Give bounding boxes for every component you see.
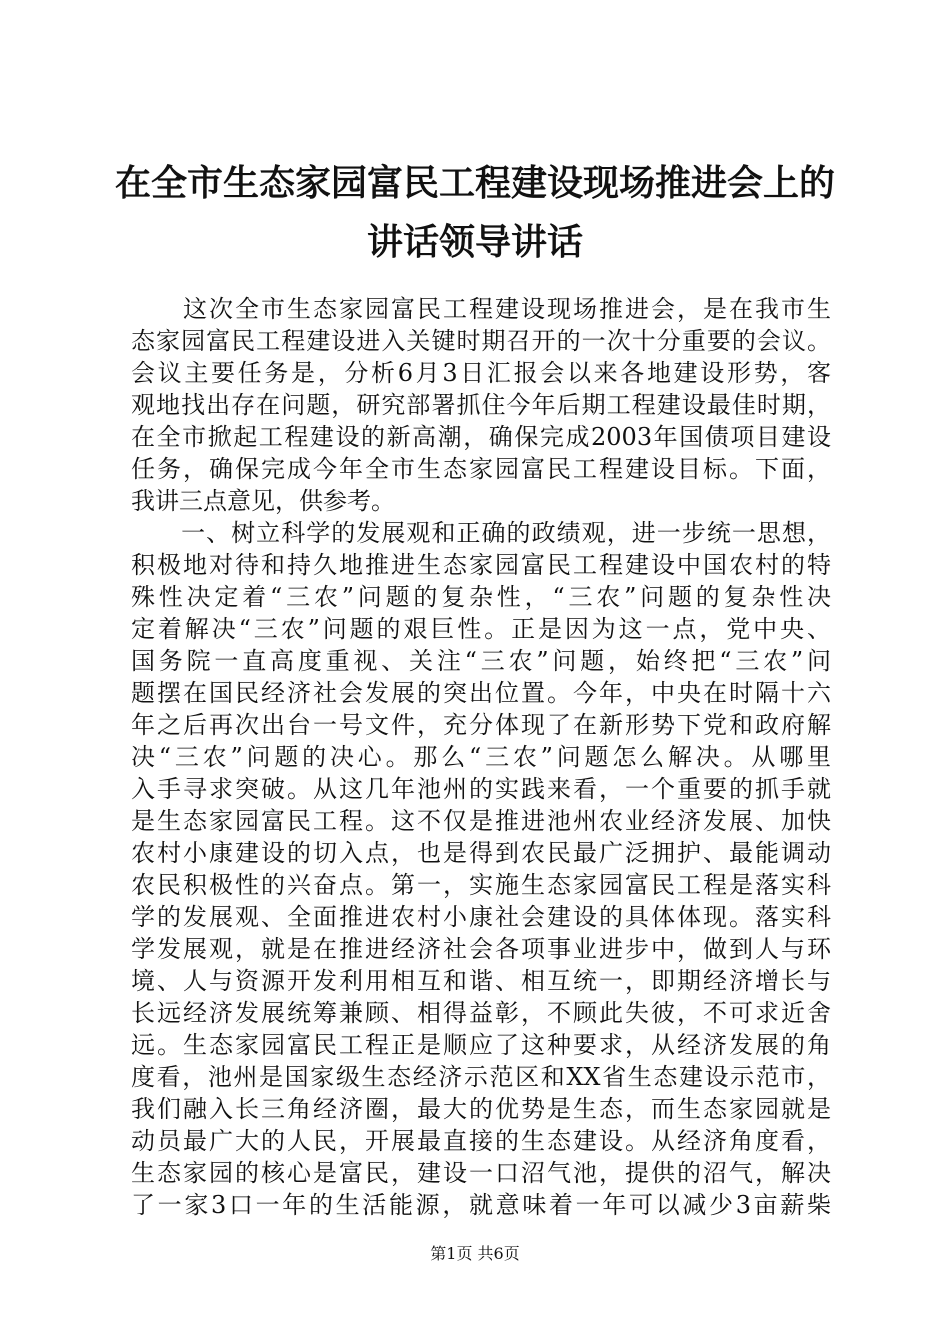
body-line: 任务，确保完成今年全市生态家园富民工程建设目标。下面， bbox=[131, 455, 831, 483]
body-line: 学的发展观、全面推进农村小康社会建设的具体体现。落实科 bbox=[131, 903, 831, 931]
document-title-line-2: 讲话领导讲话 bbox=[366, 221, 583, 263]
body-line: 长远经济发展统筹兼顾、相得益彰，不顾此失彼，不可求近舍 bbox=[131, 999, 831, 1027]
body-line: 这次全市生态家园富民工程建设现场推进会，是在我市生 bbox=[131, 295, 831, 323]
body-line: 我们融入长三角经济圈，最大的优势是生态，而生态家园就是 bbox=[131, 1095, 831, 1123]
body-line: 是生态家园富民工程。这不仅是推进池州农业经济发展、加快 bbox=[131, 807, 831, 835]
body-line: 定着解决“三农”问题的艰巨性。正是因为这一点，党中央、 bbox=[131, 615, 831, 643]
document-title-line-1: 在全市生态家园富民工程建设现场推进会上的 bbox=[114, 162, 835, 204]
body-line: 农村小康建设的切入点，也是得到农民最广泛拥护、最能调动 bbox=[131, 839, 831, 867]
body-line: 入手寻求突破。从这几年池州的实践来看，一个重要的抓手就 bbox=[131, 775, 831, 803]
body-line: 学发展观，就是在推进经济社会各项事业进步中，做到人与环 bbox=[131, 935, 831, 963]
body-line: 境、人与资源开发利用相互和谐、相互统一，即期经济增长与 bbox=[131, 967, 831, 995]
body-line: 生态家园的核心是富民，建设一口沼气池，提供的沼气，解决 bbox=[131, 1159, 831, 1187]
body-line: 会议主要任务是，分析6月3日汇报会以来各地建设形势，客 bbox=[131, 359, 831, 387]
body-line: 在全市掀起工程建设的新高潮，确保完成2003年国债项目建设 bbox=[131, 423, 831, 451]
body-line: 国务院一直高度重视、关注“三农”问题，始终把“三农”问 bbox=[131, 647, 831, 675]
body-line: 我讲三点意见，供参考。 bbox=[131, 487, 395, 515]
body-line: 农民积极性的兴奋点。第一，实施生态家园富民工程是落实科 bbox=[131, 871, 831, 899]
body-line: 远。生态家园富民工程正是顺应了这种要求，从经济发展的角 bbox=[131, 1031, 831, 1059]
body-line: 决“三农”问题的决心。那么“三农”问题怎么解决。从哪里 bbox=[131, 743, 831, 771]
body-line: 殊性决定着“三农”问题的复杂性，“三农”问题的复杂性决 bbox=[131, 583, 831, 611]
body-line: 度看，池州是国家级生态经济示范区和XX省生态建设示范市， bbox=[131, 1063, 831, 1091]
body-line: 积极地对待和持久地推进生态家园富民工程建设中国农村的特 bbox=[131, 551, 831, 579]
document-body bbox=[131, 293, 831, 1221]
body-line: 年之后再次出台一号文件，充分体现了在新形势下党和政府解 bbox=[131, 711, 831, 739]
body-line: 态家园富民工程建设进入关键时期召开的一次十分重要的会议。 bbox=[131, 327, 831, 355]
body-line: 了一家3口一年的生活能源，就意味着一年可以减少3亩薪柴 bbox=[131, 1191, 831, 1219]
body-line: 题摆在国民经济社会发展的突出位置。今年，中央在时隔十六 bbox=[131, 679, 831, 707]
page-footer: 第1页 共6页 bbox=[430, 1244, 520, 1263]
body-line: 一、树立科学的发展观和正确的政绩观，进一步统一思想， bbox=[131, 519, 831, 547]
body-line: 观地找出存在问题，研究部署抓住今年后期工程建设最佳时期， bbox=[131, 391, 831, 419]
body-line: 动员最广大的人民，开展最直接的生态建设。从经济角度看， bbox=[131, 1127, 831, 1155]
